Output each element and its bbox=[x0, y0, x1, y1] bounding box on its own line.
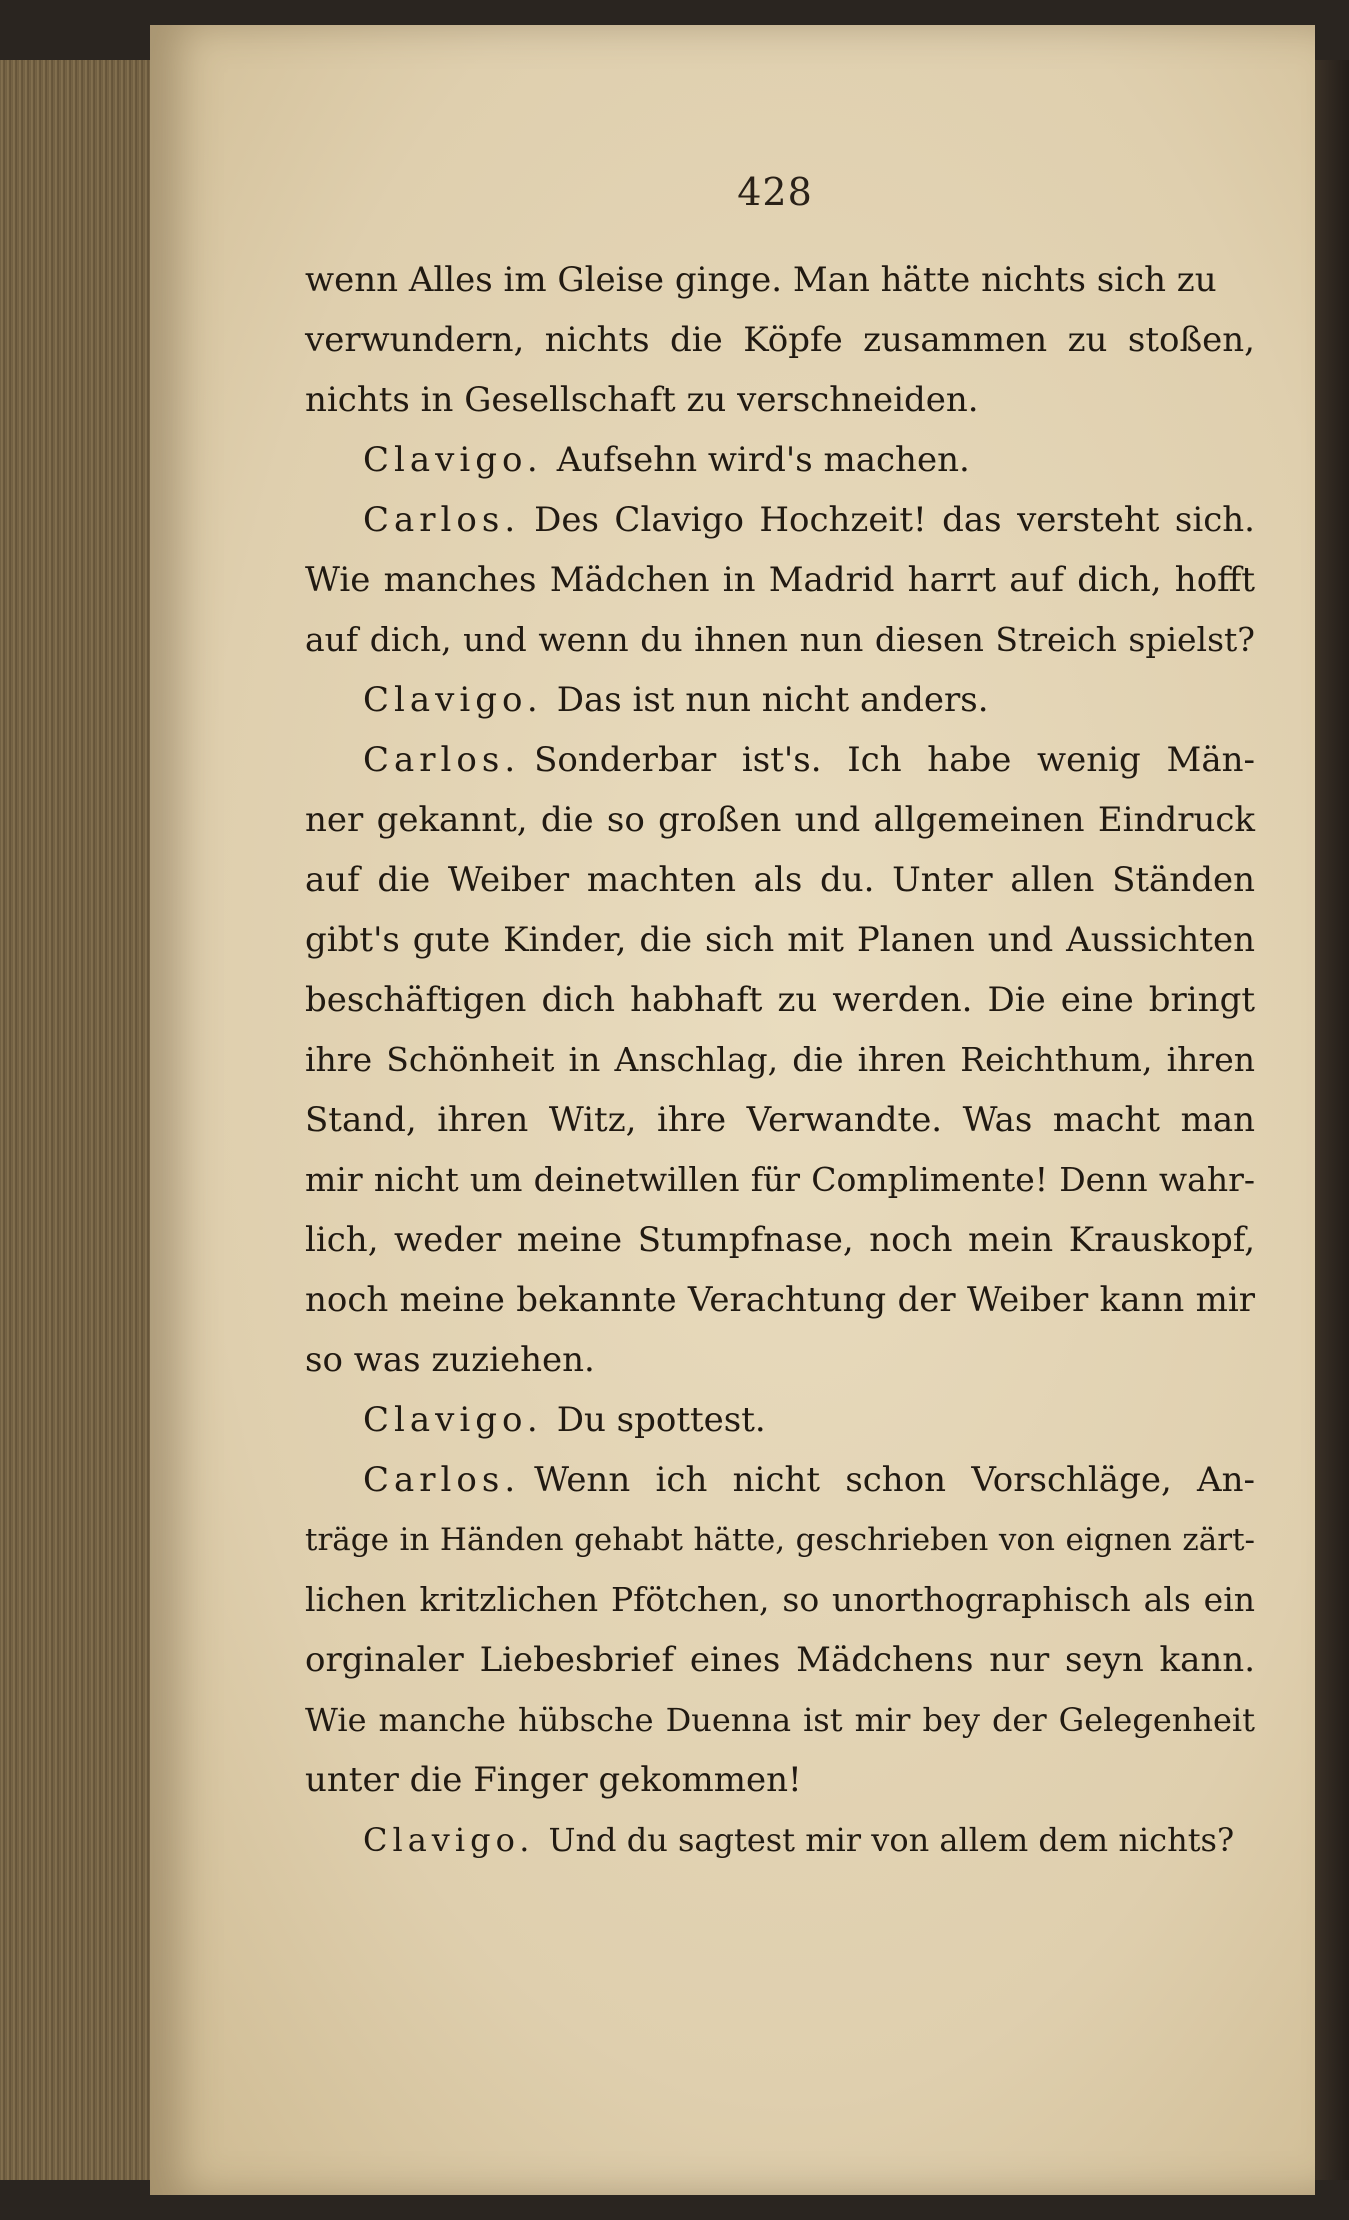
text-line bbox=[305, 970, 1255, 1030]
text-line bbox=[305, 910, 1255, 970]
text-line bbox=[305, 850, 1255, 910]
speaker-name: Carlos. bbox=[363, 1460, 521, 1500]
line-text: Stand, ihren Witz, ihre Verwandte. Was macht man bbox=[305, 1100, 1255, 1140]
text-line bbox=[305, 490, 1255, 550]
line-text: lich, weder meine Stumpfnase, noch mein Krauskopf, bbox=[305, 1220, 1255, 1260]
line-text: mir nicht um deinetwillen für Complimente! Denn wahr- bbox=[305, 1160, 1255, 1199]
text-line bbox=[305, 1270, 1255, 1330]
line-text: unter die Finger gekommen! bbox=[305, 1760, 802, 1800]
speaker-name: Clavigo. bbox=[363, 1821, 535, 1859]
line-text: gibt's gute Kinder, die sich mit Planen und Aussichten bbox=[305, 920, 1255, 960]
body-text bbox=[305, 250, 1255, 1870]
speaker-name: Clavigo. bbox=[363, 680, 543, 720]
line-text: beschäftigen dich habhaft zu werden. Die eine bringt bbox=[305, 980, 1255, 1020]
speaker-name: Clavigo. bbox=[363, 1400, 543, 1440]
text-line bbox=[305, 1090, 1255, 1150]
line-text: träge in Händen gehabt hätte, geschrieben von eignen zärt- bbox=[305, 1522, 1255, 1558]
line-text: wenn Alles im Gleise ginge. Man hätte nichts sich zu bbox=[305, 260, 1217, 300]
line-text: Des Clavigo Hochzeit! das versteht sich. bbox=[534, 500, 1255, 540]
line-text: auf die Weiber machten als du. Unter allen Ständen bbox=[305, 860, 1255, 900]
book-page-edges bbox=[0, 60, 153, 2180]
text-line bbox=[305, 1750, 1255, 1810]
text-line bbox=[305, 1450, 1255, 1510]
text-line bbox=[305, 610, 1255, 670]
facing-page-shadow bbox=[1315, 60, 1349, 2180]
text-line bbox=[305, 1630, 1255, 1690]
line-text: Aufsehn wird's machen. bbox=[556, 440, 970, 480]
line-text: Wie manche hübsche Duenna ist mir bey der Gelegenheit bbox=[305, 1701, 1255, 1739]
text-line bbox=[305, 1570, 1255, 1630]
text-line bbox=[305, 1510, 1255, 1570]
line-text: so was zuziehen. bbox=[305, 1340, 595, 1380]
text-line bbox=[305, 1150, 1255, 1210]
line-text: verwundern, nichts die Köpfe zusammen zu stoßen, bbox=[305, 320, 1255, 360]
line-text: Wie manches Mädchen in Madrid harrt auf dich, hofft bbox=[305, 560, 1255, 600]
line-text: ihre Schönheit in Anschlag, die ihren Reichthum, ihren bbox=[305, 1040, 1255, 1079]
speaker-name: Carlos. bbox=[363, 740, 521, 780]
line-text: auf dich, und wenn du ihnen nun diesen Streich spielst? bbox=[305, 620, 1255, 659]
line-text: nichts in Gesellschaft zu verschneiden. bbox=[305, 380, 979, 420]
text-line bbox=[305, 250, 1255, 310]
line-text: noch meine bekannte Verachtung der Weiber kann mir bbox=[305, 1280, 1255, 1320]
speaker-name: Clavigo. bbox=[363, 440, 543, 480]
text-line bbox=[305, 670, 1255, 730]
text-line bbox=[305, 1210, 1255, 1270]
line-text: Wenn ich nicht schon Vorschläge, An- bbox=[534, 1460, 1255, 1500]
speaker-name: Carlos. bbox=[363, 500, 521, 540]
text-line bbox=[305, 310, 1255, 370]
line-text: orginaler Liebesbrief eines Mädchens nur seyn kann. bbox=[305, 1640, 1255, 1680]
text-line bbox=[305, 550, 1255, 610]
line-text: lichen kritzlichen Pfötchen, so unorthographisch als ein bbox=[305, 1580, 1255, 1619]
text-line bbox=[305, 430, 1255, 490]
line-text: Und du sagtest mir von allem dem nichts? bbox=[548, 1821, 1235, 1859]
text-line bbox=[305, 1330, 1255, 1390]
line-text: Sonderbar ist's. Ich habe wenig Män- bbox=[534, 740, 1255, 780]
text-line bbox=[305, 1690, 1255, 1750]
line-text: ner gekannt, die so großen und allgemeinen Eindruck bbox=[305, 800, 1255, 840]
text-line bbox=[305, 370, 1255, 430]
text-line bbox=[305, 790, 1255, 850]
line-text: Das ist nun nicht anders. bbox=[556, 680, 989, 720]
page-number: 428 bbox=[737, 170, 813, 214]
line-text: Du spottest. bbox=[556, 1400, 766, 1440]
text-line bbox=[305, 730, 1255, 790]
text-line bbox=[305, 1810, 1255, 1870]
text-line bbox=[305, 1390, 1255, 1450]
text-line bbox=[305, 1030, 1255, 1090]
